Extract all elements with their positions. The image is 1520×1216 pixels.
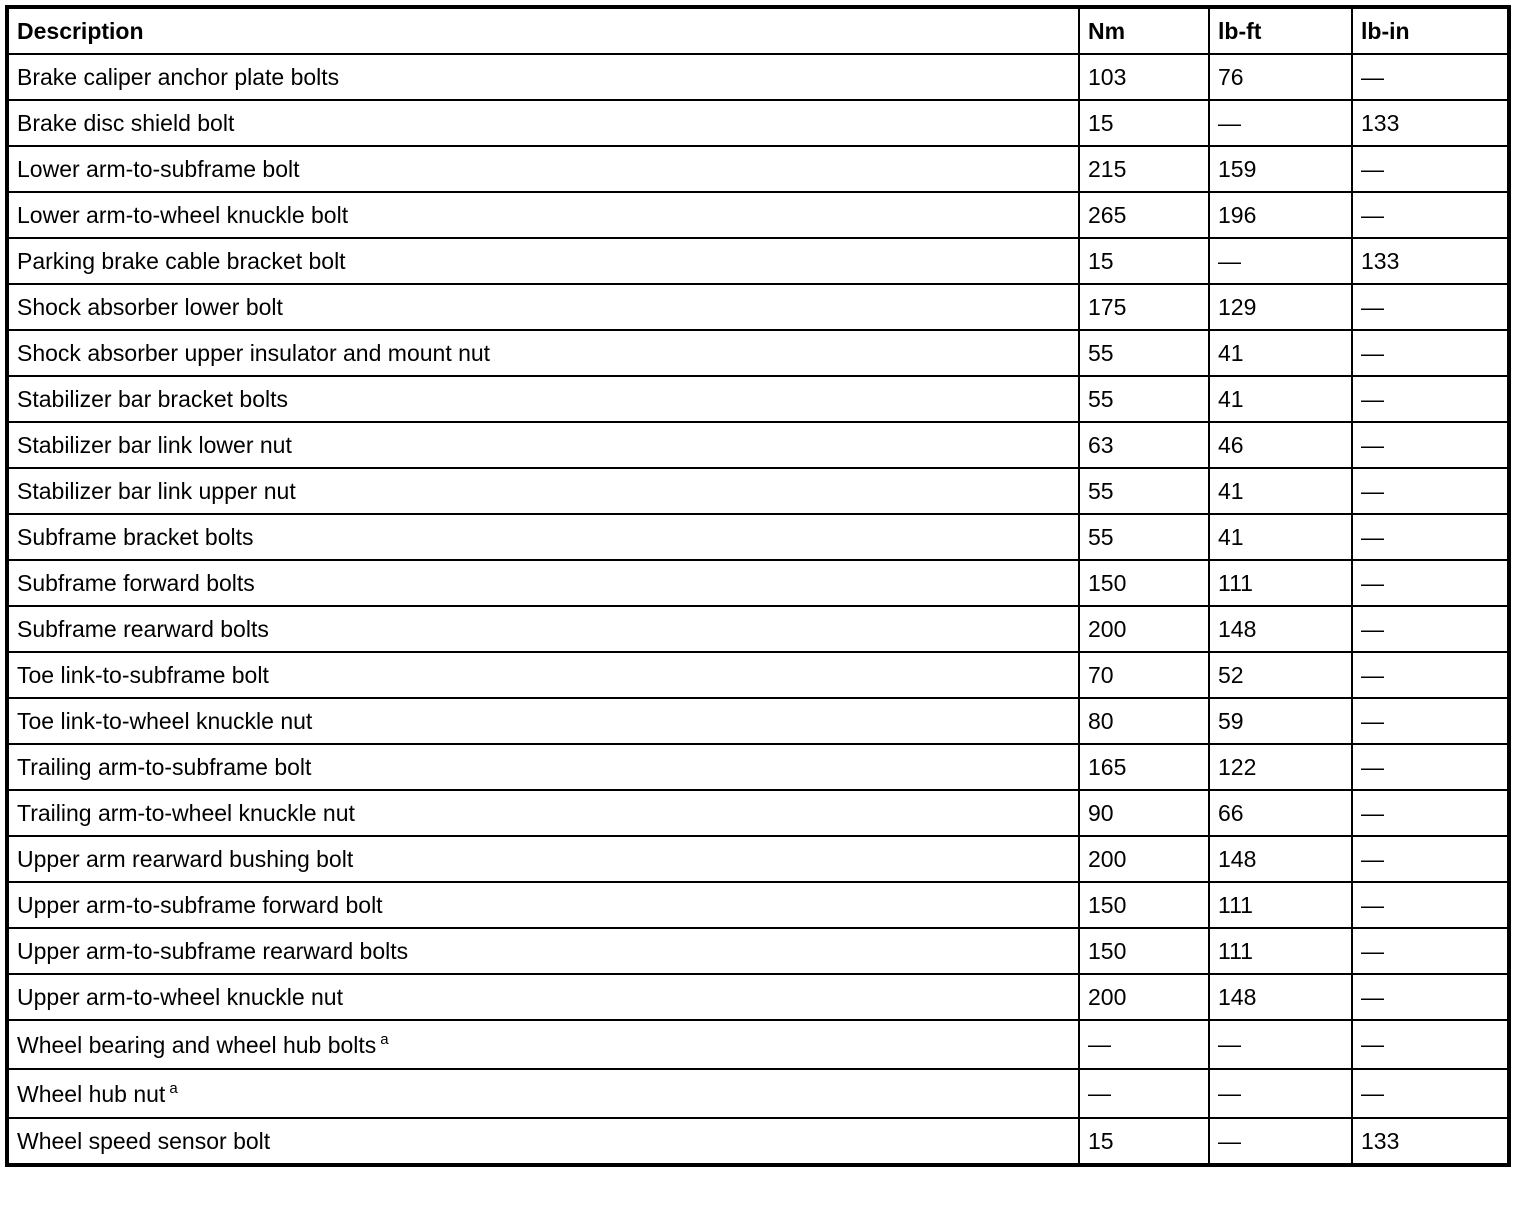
cell-description — [7, 836, 1079, 882]
header-nm: Nm — [1079, 7, 1209, 54]
table-row — [7, 974, 1509, 1020]
description-text: Upper arm rearward bushing bolt — [17, 845, 354, 872]
header-row — [7, 7, 1509, 54]
cell-lbin: — — [1352, 560, 1509, 606]
cell-nm: — — [1079, 1020, 1209, 1069]
cell-nm: 55 — [1079, 376, 1209, 422]
cell-nm: 200 — [1079, 836, 1209, 882]
cell-lbin: 133 — [1352, 1118, 1509, 1165]
header-lbin: lb-in — [1352, 7, 1509, 54]
cell-lbin: — — [1352, 882, 1509, 928]
cell-lbft: 59 — [1209, 698, 1352, 744]
description-text: Upper arm-to-subframe forward bolt — [17, 891, 383, 918]
table-row — [7, 836, 1509, 882]
cell-lbft: 111 — [1209, 882, 1352, 928]
table-row — [7, 468, 1509, 514]
description-text: Shock absorber upper insulator and mount nut — [17, 339, 491, 366]
cell-description — [7, 376, 1079, 422]
cell-lbft: 159 — [1209, 146, 1352, 192]
cell-description — [7, 560, 1079, 606]
description-text: Subframe bracket bolts — [17, 523, 254, 550]
header-description: Description — [7, 7, 1079, 54]
cell-description — [7, 54, 1079, 100]
cell-nm: 200 — [1079, 606, 1209, 652]
cell-nm: 15 — [1079, 238, 1209, 284]
torque-spec-table — [5, 5, 1511, 1167]
cell-lbin: — — [1352, 1069, 1509, 1118]
cell-lbin: — — [1352, 514, 1509, 560]
cell-description — [7, 652, 1079, 698]
table-row — [7, 422, 1509, 468]
cell-description — [7, 606, 1079, 652]
header-lbft: lb-ft — [1209, 7, 1352, 54]
table-row — [7, 1118, 1509, 1165]
cell-description — [7, 146, 1079, 192]
cell-lbft: 111 — [1209, 928, 1352, 974]
cell-lbin: — — [1352, 330, 1509, 376]
cell-lbin: — — [1352, 376, 1509, 422]
cell-lbin: 133 — [1352, 100, 1509, 146]
table-row — [7, 606, 1509, 652]
cell-description — [7, 974, 1079, 1020]
description-text: Toe link-to-subframe bolt — [17, 661, 269, 688]
cell-description — [7, 422, 1079, 468]
cell-nm: 215 — [1079, 146, 1209, 192]
table-row — [7, 192, 1509, 238]
cell-lbin: — — [1352, 192, 1509, 238]
cell-lbft: 76 — [1209, 54, 1352, 100]
description-text: Subframe rearward bolts — [17, 615, 269, 642]
cell-nm: 165 — [1079, 744, 1209, 790]
cell-lbft: 52 — [1209, 652, 1352, 698]
description-text: Lower arm-to-subframe bolt — [17, 155, 300, 182]
cell-nm: 55 — [1079, 514, 1209, 560]
cell-lbin: — — [1352, 974, 1509, 1020]
cell-description — [7, 790, 1079, 836]
table-row — [7, 744, 1509, 790]
table-row — [7, 882, 1509, 928]
cell-lbft: 111 — [1209, 560, 1352, 606]
footnote-marker: a — [169, 1079, 178, 1097]
cell-lbin: — — [1352, 928, 1509, 974]
cell-lbft: 148 — [1209, 836, 1352, 882]
cell-nm: 150 — [1079, 882, 1209, 928]
cell-description — [7, 238, 1079, 284]
table-row — [7, 928, 1509, 974]
table-row — [7, 238, 1509, 284]
cell-lbft: — — [1209, 100, 1352, 146]
description-text: Shock absorber lower bolt — [17, 293, 283, 320]
cell-nm: 15 — [1079, 1118, 1209, 1165]
cell-nm: 70 — [1079, 652, 1209, 698]
cell-lbin: — — [1352, 146, 1509, 192]
table-row — [7, 514, 1509, 560]
cell-lbin: — — [1352, 468, 1509, 514]
cell-lbft: 66 — [1209, 790, 1352, 836]
cell-lbin: — — [1352, 744, 1509, 790]
cell-lbft: — — [1209, 1118, 1352, 1165]
cell-description — [7, 284, 1079, 330]
description-text: Brake disc shield bolt — [17, 109, 235, 136]
description-text: Subframe forward bolts — [17, 569, 255, 596]
cell-description — [7, 882, 1079, 928]
footnote-marker: a — [380, 1030, 389, 1048]
description-text: Toe link-to-wheel knuckle nut — [17, 707, 313, 734]
table-row — [7, 790, 1509, 836]
cell-description — [7, 1118, 1079, 1165]
description-text: Wheel speed sensor bolt — [17, 1127, 271, 1154]
table-row — [7, 1069, 1509, 1118]
cell-lbft: 148 — [1209, 974, 1352, 1020]
cell-nm: 55 — [1079, 468, 1209, 514]
table-row — [7, 100, 1509, 146]
cell-lbft: 41 — [1209, 376, 1352, 422]
cell-lbin: 133 — [1352, 238, 1509, 284]
cell-lbft: 41 — [1209, 468, 1352, 514]
cell-description — [7, 1020, 1079, 1069]
cell-lbft: 148 — [1209, 606, 1352, 652]
cell-nm: 55 — [1079, 330, 1209, 376]
cell-nm: 200 — [1079, 974, 1209, 1020]
table-row — [7, 652, 1509, 698]
cell-lbin: — — [1352, 652, 1509, 698]
description-text: Trailing arm-to-subframe bolt — [17, 753, 312, 780]
cell-lbft: 41 — [1209, 514, 1352, 560]
cell-nm: 63 — [1079, 422, 1209, 468]
cell-lbin: — — [1352, 54, 1509, 100]
cell-description — [7, 330, 1079, 376]
table-row — [7, 54, 1509, 100]
table-row — [7, 560, 1509, 606]
description-text: Trailing arm-to-wheel knuckle nut — [17, 799, 355, 826]
cell-nm: 15 — [1079, 100, 1209, 146]
cell-lbin: — — [1352, 422, 1509, 468]
table-row — [7, 376, 1509, 422]
cell-nm: 90 — [1079, 790, 1209, 836]
cell-lbft: — — [1209, 1020, 1352, 1069]
cell-description — [7, 928, 1079, 974]
description-text: Parking brake cable bracket bolt — [17, 247, 346, 274]
cell-nm: 175 — [1079, 284, 1209, 330]
cell-lbft: 46 — [1209, 422, 1352, 468]
description-text: Stabilizer bar link upper nut — [17, 477, 296, 504]
cell-nm: 150 — [1079, 560, 1209, 606]
cell-nm: 103 — [1079, 54, 1209, 100]
description-text: Lower arm-to-wheel knuckle bolt — [17, 201, 349, 228]
cell-nm: 80 — [1079, 698, 1209, 744]
cell-description — [7, 1069, 1079, 1118]
cell-description — [7, 192, 1079, 238]
cell-lbft: — — [1209, 238, 1352, 284]
cell-lbft: 129 — [1209, 284, 1352, 330]
cell-description — [7, 698, 1079, 744]
cell-lbft: — — [1209, 1069, 1352, 1118]
description-text: Wheel hub nut — [17, 1080, 166, 1107]
cell-lbin: — — [1352, 836, 1509, 882]
cell-nm: 150 — [1079, 928, 1209, 974]
table-row — [7, 146, 1509, 192]
cell-lbin: — — [1352, 284, 1509, 330]
table-row — [7, 330, 1509, 376]
description-text: Stabilizer bar bracket bolts — [17, 385, 289, 412]
description-text: Wheel bearing and wheel hub bolts — [17, 1031, 377, 1058]
cell-description — [7, 100, 1079, 146]
cell-nm: — — [1079, 1069, 1209, 1118]
description-text: Brake caliper anchor plate bolts — [17, 63, 340, 90]
cell-lbft: 122 — [1209, 744, 1352, 790]
cell-description — [7, 514, 1079, 560]
description-text: Upper arm-to-subframe rearward bolts — [17, 937, 409, 964]
cell-nm: 265 — [1079, 192, 1209, 238]
cell-description — [7, 744, 1079, 790]
table-row — [7, 284, 1509, 330]
cell-description — [7, 468, 1079, 514]
cell-lbin: — — [1352, 606, 1509, 652]
cell-lbin: — — [1352, 698, 1509, 744]
table-row — [7, 1020, 1509, 1069]
cell-lbin: — — [1352, 1020, 1509, 1069]
cell-lbft: 41 — [1209, 330, 1352, 376]
cell-lbin: — — [1352, 790, 1509, 836]
description-text: Upper arm-to-wheel knuckle nut — [17, 983, 343, 1010]
cell-lbft: 196 — [1209, 192, 1352, 238]
description-text: Stabilizer bar link lower nut — [17, 431, 292, 458]
table-row — [7, 698, 1509, 744]
